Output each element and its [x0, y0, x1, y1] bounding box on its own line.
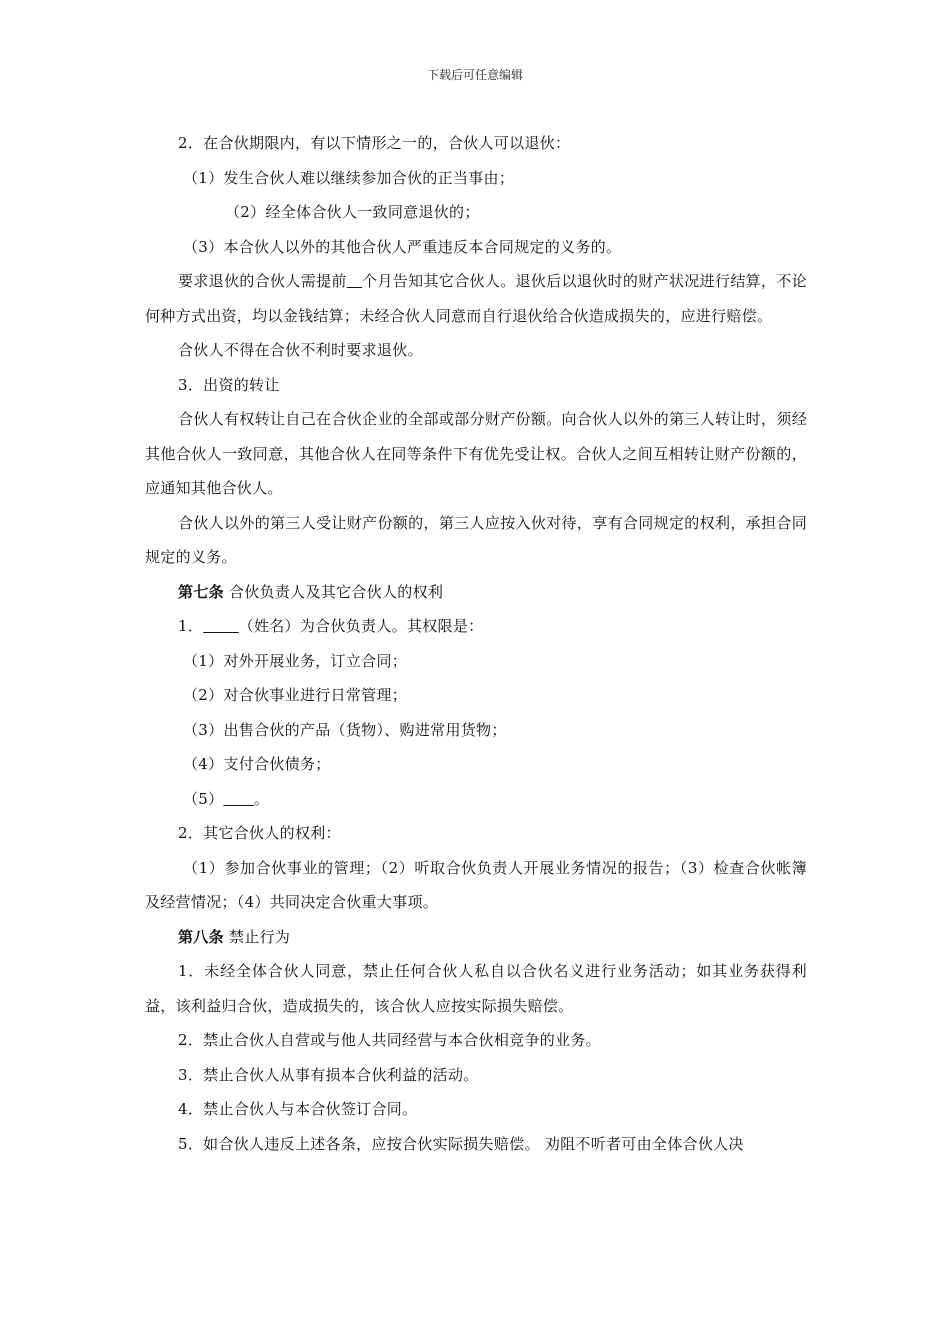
name-blank: [203, 617, 238, 635]
article-7-title: 合伙负责人及其它合伙人的权利: [223, 582, 444, 601]
notice-text-start: 要求退伙的合伙人需提前: [178, 272, 347, 290]
other-partner-rights: （1）参加合伙事业的管理；（2）听取合伙负责人开展业务情况的报告；（3）检查合伙帐簿及经营情况；（4）共同决定合伙重大事项。: [145, 858, 807, 911]
article-8-title: 禁止行为: [223, 927, 291, 946]
article-8-heading: [145, 920, 807, 955]
prohibition-3: 3．禁止合伙人从事有损本合伙利益的活动。: [178, 1065, 479, 1084]
transfer-paragraph: 合伙人有权转让自己在合伙企业的全部或部分财产份额。向合伙人以外的第三人转让时，须经其他合伙人一致同意，其他合伙人在同等条件下有优先受让权。合伙人之间互相转让财产份额的，应通知其他合伙人。: [145, 410, 807, 497]
authority-item-2: （2）对合伙事业进行日常管理；: [183, 686, 408, 704]
withdrawal-case-2: （2）经全体合伙人一致同意退伙的；: [225, 203, 480, 221]
article-8-label: 第八条: [178, 927, 224, 946]
withdrawal-case-1: （1）发生合伙人难以继续参加合伙的正当事由；: [183, 168, 515, 187]
notice-text-end: 个月告知其它合伙人。退伙后以退伙时的财产状况进行结算，不论何种方式出资，均以金钱结算；未经合伙人同意而自行退伙给合伙造成损失的，应进行赔偿。: [145, 272, 807, 325]
article-7-heading: [145, 575, 807, 610]
prohibition-5: 5．如合伙人违反上述各条，应按合伙实际损失赔偿。 劝阻不听者可由全体合伙人决: [178, 1134, 744, 1153]
authority-item-1: （1）对外开展业务，订立合同；: [183, 651, 408, 670]
no-withdrawal-adverse: 合伙人不得在合伙不利时要求退伙。: [178, 341, 423, 359]
authority-item-5: [145, 782, 807, 817]
page-header: 下载后可任意编辑: [426, 68, 523, 82]
item-5-blank: [223, 790, 253, 808]
article-7-item-2: 2．其它合伙人的权利：: [178, 824, 341, 842]
withdrawal-notice-paragraph: [145, 264, 807, 333]
third-party-paragraph: 合伙人以外的第三人受让财产份额的，第三人应按入伙对待，享有合同规定的权利，承担合同规定的义务。: [145, 513, 807, 566]
clause-3-title: 3．出资的转让: [178, 375, 280, 394]
item-5-suffix: 。: [253, 789, 270, 808]
authority-item-3: （3）出售合伙的产品（货物）、购进常用货物；: [183, 720, 507, 739]
withdrawal-case-3: （3）本合伙人以外的其他合伙人严重违反本合同规定的义务的。: [183, 237, 622, 256]
prohibition-1: 1．未经全体合伙人同意，禁止任何合伙人私自以合伙名义进行业务活动；如其业务获得利益，该利益归合伙，造成损失的，该合伙人应按实际损失赔偿。: [145, 962, 807, 1015]
item-1-prefix: 1．: [178, 617, 204, 635]
prohibition-4: 4．禁止合伙人与本合伙签订合同。: [178, 1100, 418, 1118]
article-7-label: 第七条: [178, 582, 224, 601]
item-1-suffix: （姓名）为合伙负责人。其权限是：: [238, 617, 484, 635]
document-body: [145, 126, 807, 1161]
item-5-prefix: （5）: [183, 789, 224, 808]
clause-2-withdrawal: 2．在合伙期限内，有以下情形之一的，合伙人可以退伙：: [178, 134, 571, 152]
months-blank: [347, 272, 362, 290]
authority-item-4: （4）支付合伙债务；: [183, 755, 331, 773]
article-7-item-1: [145, 609, 807, 644]
prohibition-2: 2．禁止合伙人自营或与他人共同经营与本合伙相竞争的业务。: [178, 1031, 601, 1049]
